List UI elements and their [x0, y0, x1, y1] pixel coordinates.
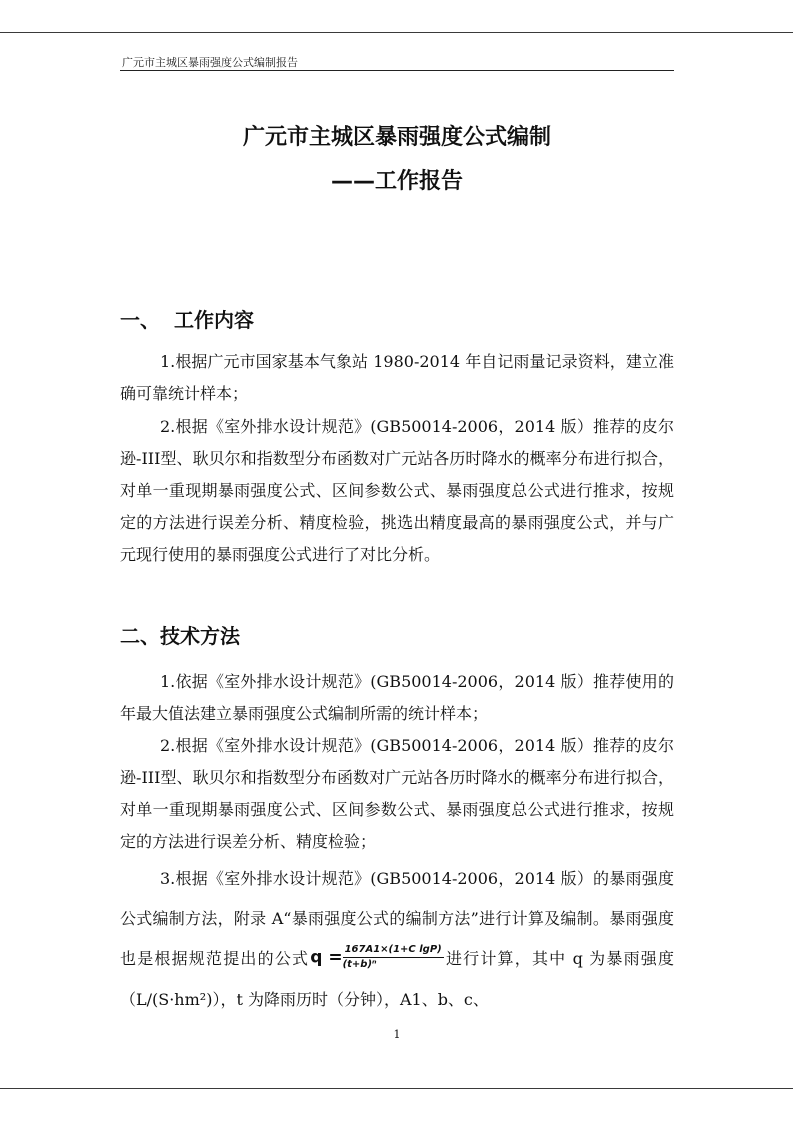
- paragraph-method-1: [120, 666, 674, 730]
- section-heading-text: 工作内容: [174, 308, 254, 332]
- document-title: 广元市主城区暴雨强度公式编制: [242, 125, 551, 150]
- formula-lhs: q =: [310, 947, 343, 968]
- section-number: 一、: [120, 308, 160, 332]
- rainstorm-intensity-formula: [310, 937, 444, 978]
- paragraph-text: 2.根据《室外排水设计规范》(GB50014-2006，2014 版）推荐的皮尔逊-III型、耿贝尔和指数型分布函数对广元站各历时降水的概率分布进行拟合，对单一重现期暴雨强度公式、区间参数公式、暴雨强度总公式进行推求，按规定的方法进行误差分析、精度检验，挑选出精度最高的暴雨强度公式，并与广元现行使用的暴雨强度公式进行了对比分析。: [120, 417, 674, 564]
- top-page-border: [0, 32, 793, 33]
- formula-numerator: 167A1×(1+C lgP): [343, 944, 444, 958]
- running-header: 广元市主城区暴雨强度公式编制报告: [122, 56, 298, 69]
- paragraph-text: 3.根据《室外排水设计规范》(GB50014-2006，2014 版）的暴雨强度公式编制方法，附录 A“暴雨强度公式的编制方法”进行计算及编制。暴雨强度也是根据规范提出的公式: [120, 869, 674, 968]
- paragraph-text-continued: 进行计算，其中 q 为暴雨强度（L/(S·hm²)），t 为降雨历时（分钟），A1、b、c、: [120, 949, 674, 1009]
- bottom-page-border: [0, 1088, 793, 1089]
- paragraph-text: 1.根据广元市国家基本气象站 1980-2014 年自记雨量记录资料，建立准确可靠统计样本；: [120, 352, 674, 403]
- document-subtitle: ——工作报告: [330, 169, 463, 194]
- page-number: 1: [393, 1028, 401, 1041]
- paragraph-text: 2.根据《室外排水设计规范》(GB50014-2006，2014 版）推荐的皮尔逊-III型、耿贝尔和指数型分布函数对广元站各历时降水的概率分布进行拟合，对单一重现期暴雨强度公式、区间参数公式、暴雨强度总公式进行推求，按规定的方法进行误差分析、精度检验；: [120, 736, 674, 851]
- header-underline: [120, 70, 674, 71]
- section-heading-technical-methods: [120, 622, 240, 650]
- paragraph-text: 1.依据《室外排水设计规范》(GB50014-2006，2014 版）推荐使用的年最大值法建立暴雨强度公式编制所需的统计样本；: [120, 672, 674, 723]
- paragraph-work-2: [120, 411, 674, 571]
- section-heading-work-content: [120, 306, 254, 334]
- section-heading-text: 二、技术方法: [120, 624, 240, 648]
- formula-denominator: (t+b)ⁿ: [342, 959, 377, 971]
- formula-fraction: [343, 944, 444, 971]
- paragraph-method-3: [120, 859, 674, 1020]
- paragraph-method-2: [120, 730, 674, 858]
- paragraph-work-1: [120, 346, 674, 410]
